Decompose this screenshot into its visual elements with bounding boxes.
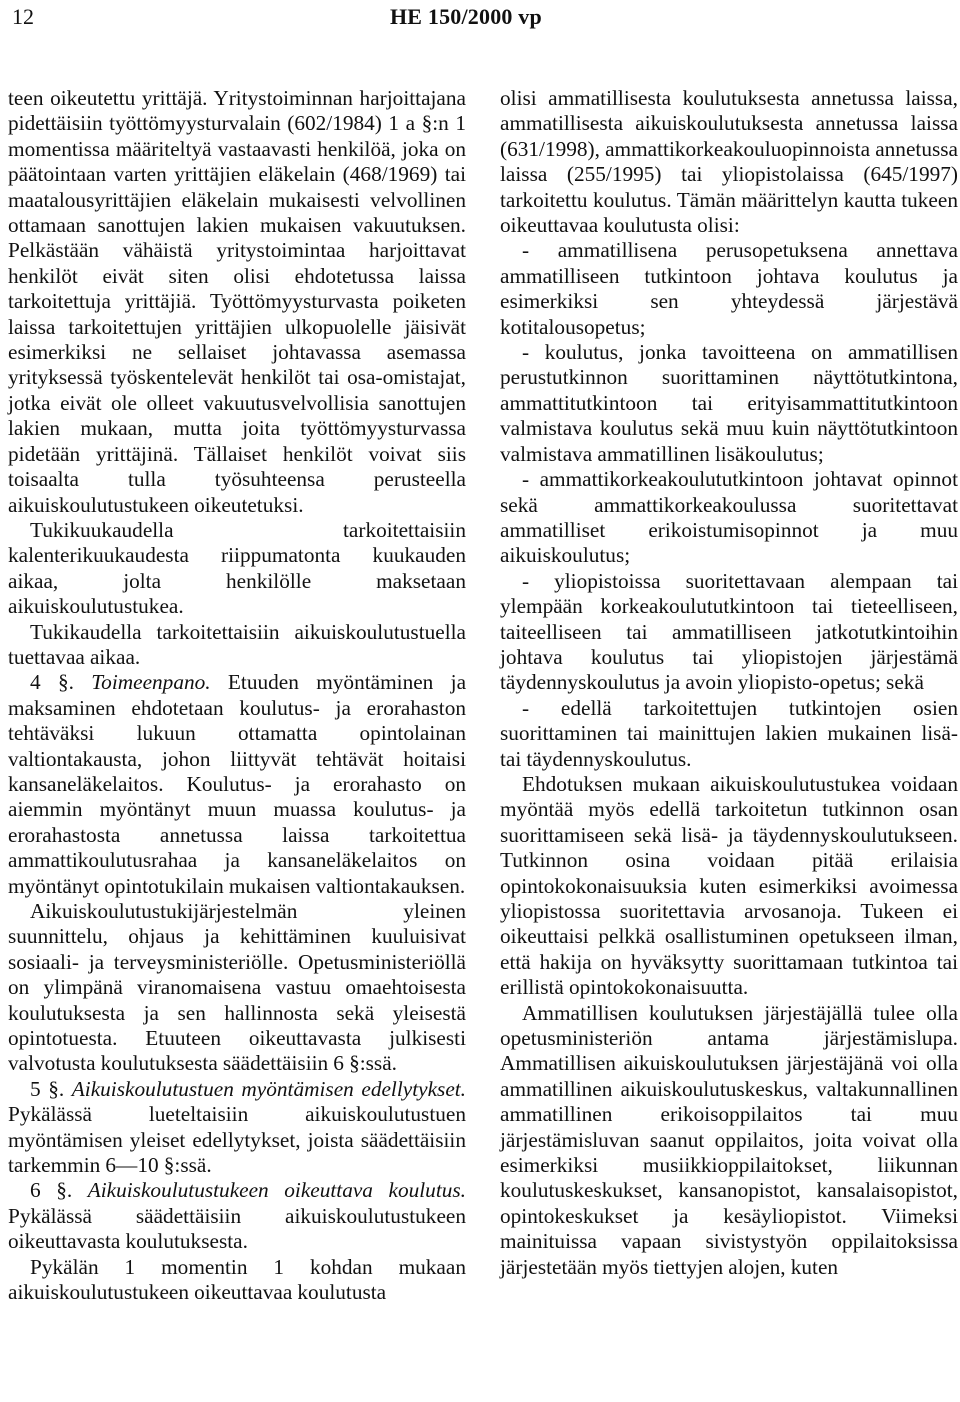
section-number: 6 §.	[30, 1178, 73, 1203]
left-column	[8, 86, 466, 1306]
paragraph: Pykälän 1 momentin 1 kohdan mukaan aikuiskoulutustukeen oikeuttavaa koulutusta	[8, 1254, 466, 1305]
section-title: Toimeenpano.	[91, 670, 211, 695]
section-text: Etuuden myöntäminen ja maksaminen ehdotetaan koulutus- ja erorahaston tehtäväksi lukuun ottamatta opintolainan valtiontakausta, johon liittyvät tehtävät hoitaisi kansaneläkelaitos. Koulutus- ja erorahasto on aiemmin myöntänyt muun muassa koulutus- ja erorahastosta annetussa laissa tarkoitettua ammattikoulutusrahaa ja kansaneläkelaitos on myöntänyt opintotukilain mukaisen valtiontakauksen.	[8, 670, 467, 898]
section-number: 5 §.	[30, 1076, 65, 1101]
page-number: 12	[12, 4, 34, 29]
paragraph: teen oikeutettu yrittäjä. Yritystoiminnan harjoittajana pidettäisiin työttömyysturvalain (602/1984) 1 a §:n 1 momentissa määriteltyä vastaavasti henkilöä, joka on päätointaan varten yrittäjien eläkelain (468/1969) tai maatalousyrittäjien eläkelain mukaisesti velvollinen ottamaan sanottujen lakien mukaisen vakuutuksen. Pelkästään vähäistä yritystoimintaa harjoittavat henkilöt eivät siten olisi ehdotetussa laissa tarkoitettuja yrittäjiä. Työttömyysturvasta poiketen laissa tarkoitettujen yrittäjien ulkopuolelle jäisivät esimerkiksi ne sellaiset johtavassa asemassa yrityksessä työskentelevät henkilöt tai osa-omistajat, jotka eivät ole olleet vakuutusvelvollisia sanottujen lakien mukaan, mutta joita työttömyysturvassa pidetään yrittäjinä. Tällaiset henkilöt voivat siis toisaalta tulla työsuhteensa perusteella aikuiskoulutustukeen oikeutetuksi.	[8, 86, 466, 517]
section-title: Aikuiskoulutustuen myöntämisen edellytykset.	[71, 1076, 467, 1101]
list-item: - ammattikorkeakoulututkintoon johtavat opinnot sekä ammattikorkeakoulussa suoritettavat ammatilliset erikoistumisopinnot ja muu aikuiskoulutus;	[500, 467, 958, 568]
list-item: - edellä tarkoitettujen tutkintojen osien suorittaminen tai mainittujen lakien mukainen lisä- tai täydennyskoulutus.	[500, 695, 958, 771]
list-item: - ammatillisena perusopetuksena annettava ammatilliseen tutkintoon johtava koulutus ja esimerkiksi sen yhteydessä järjestävä kotitalousopetus;	[500, 238, 958, 339]
section-title: Aikuiskoulutustukeen oikeuttava koulutus.	[87, 1178, 467, 1203]
section-paragraph	[8, 1178, 466, 1254]
paragraph: Aikuiskoulutustukijärjestelmän yleinen suunnittelu, ohjaus ja kehittäminen kuuluisivat sosiaali- ja terveysministeriölle. Opetusministeriöllä on ylimpänä viranomaisena vastuu omaehtoisesta koulutuksesta ja sen hallinnosta sekä yleisestä opintotuesta. Etuuteen oikeuttavasta julkisesti valvotusta koulutuksesta säädettäisiin 6 §:ssä.	[8, 899, 466, 1076]
paragraph: Tukikaudella tarkoitettaisiin aikuiskoulutustuella tuettavaa aikaa.	[8, 619, 466, 669]
list-item: - yliopistoissa suoritettavaan alempaan tai ylempään korkeakoulututkintoon tai tieteelliseen, taiteelliseen tai ammatilliseen jatkotutkintoihin johtava koulutus tai yliopistojen järjestämä täydennyskoulutus ja avoin yliopisto-opetus; sekä	[500, 568, 958, 695]
list-item: - koulutus, jonka tavoitteena on ammatillisen perustutkinnon suorittaminen näyttötutkintona, ammattitutkintoon tai erityisammattitutkintoon valmistava koulutus sekä muu kuin näyttötutkintoon valmistava ammatillinen lisäkoulutus;	[500, 340, 958, 466]
section-text: Pykälässä lueteltaisiin aikuiskoulutustuen myöntämisen yleiset edellytykset, joista säädettäisiin tarkemmin 6—10 §:ssä.	[8, 1102, 466, 1178]
section-paragraph	[8, 670, 466, 899]
page-header	[0, 0, 960, 40]
right-column	[500, 86, 958, 1280]
paragraph: Ammatillisen koulutuksen järjestäjällä tulee olla opetusministeriön antama järjestämislupa. Ammatillisen aikuiskoulutuksen järjestäjänä voi olla ammatillinen aikuiskoulutuskeskus, valtakunnallinen ammatillinen erikoisoppilaitos tai muu järjestämisluvan saanut oppilaitos, joita voivat olla esimerkiksi musiikkioppilaitokset, liikunnan koulutuskeskukset, kansanopistot, kansalaisopistot, opintokeskukset ja kesäyliopistot. Viimeksi mainituissa vapaan sivistystyön oppilaitoksissa järjestetään myös tiettyjen alojen, kuten	[500, 1000, 958, 1279]
paragraph: olisi ammatillisesta koulutuksesta annetussa laissa, ammatillisesta aikuiskoulutuksesta annetussa laissa (631/1998), ammattikorkeakouluopinnoista annetussa laissa (255/1995) tai yliopistolaissa (645/1997) tarkoitettu koulutus. Tämän määrittelyn kautta tukeen oikeuttavaa koulutusta olisi:	[500, 86, 958, 238]
section-text: Pykälässä säädettäisiin aikuiskoulutustukeen oikeuttavasta koulutuksesta.	[8, 1203, 466, 1254]
paragraph: Ehdotuksen mukaan aikuiskoulutustukea voidaan myöntää myös edellä tarkoitetun tutkinnon osan suorittamiseen sekä lisä- ja täydennyskoulutukseen. Tutkinnon osina voidaan pitää erilaisia opintokokonaisuuksia kuten esimerkiksi avoimessa yliopistossa suoritettavia arvosanoja. Tukeen ei oikeuttaisi pelkkä osallistuminen opetukseen ilman, että hakija on hyväksytty suorittamaan tutkintoa tai erillistä opintokokonaisuutta.	[500, 771, 958, 1000]
document-reference: HE 150/2000 vp	[390, 4, 542, 29]
paragraph: Tukikuukaudella tarkoitettaisiin kalenterikuukaudesta riippumatonta kuukauden aikaa, jolta henkilölle maksetaan aikuiskoulutustukea.	[8, 517, 466, 619]
section-paragraph	[8, 1077, 466, 1179]
section-number: 4 §.	[30, 670, 74, 695]
